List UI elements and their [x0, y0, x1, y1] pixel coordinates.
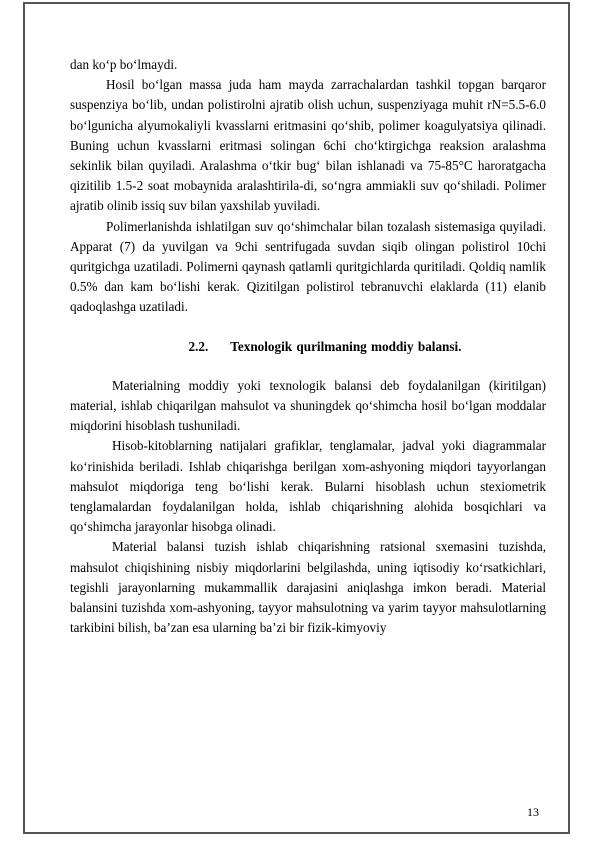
section-title: Texnologik qurilmaning moddiy balansi. [230, 338, 462, 354]
paragraph-washing: Polimerlanishda ishlatilgan suv qo‘shimchalar bilan tozalash sistemasiga quyiladi. Apparat (7) da yuvilgan va 9chi sentrifugada suvdan siqib olingan polistirol 10chi quritgichga uzatiladi. Polimerni qaynash qatlamli quritgichlarda quritiladi. Qoldiq namlik 0.5% dan kam bo‘lishi kerak. Qizitilgan polistirol tebranuvchi elaklarda (11) elanib qadoqlashga uzatiladi. [70, 218, 546, 315]
paragraph-calculations: Hisob-kitoblarning natijalari grafiklar, tenglamalar, jadval yoki diagrammalar ko‘rinishida beriladi. Ishlab chiqarishga berilgan xom-ashyoning miqdori tayyorlangan mahsulot miqdoriga teng bo‘lishi kerak. Bularni hisoblash uchun stexiometrik tenglamalardan foydalanilgan holda, ishlab chiqarishning alohida bosqichlari va qo‘shimcha jarayonlar hisobga olinadi. [70, 438, 546, 535]
page-body [70, 55, 546, 638]
page-number: 13 [527, 805, 539, 819]
section-number: 2.2. [188, 338, 209, 354]
paragraph-suspension: Hosil bo‘lgan massa juda ham mayda zarrachalardan tashkil topgan barqaror suspenziya bo‘lib, undan polistirolni ajratib olish uchun, suspenziyaga muhit rN=5.5-6.0 bo‘lgunicha alyumokaliyli kvasslarni eritmasini qo‘shib, polimer koagulyatsiya qilinadi. Buning uchun kvasslarni eritmasi solingan 6chi cho‘ktirgichga reaksion aralashma sekinlik bilan quyiladi. Aralashma o‘tkir bug‘ bilan ishlanadi va 75-85°C haroratgacha qizitilib 1.5-2 soat mobaynida aralashtirila-di, so‘ngra ammiakli suv qo‘shiladi. Polimer ajratib olinib issiq suv bilan yaxshilab yuviladi. [70, 77, 546, 214]
section-heading [70, 337, 546, 357]
paragraph-continuation: dan ko‘p bo‘lmaydi. [70, 57, 178, 72]
paragraph-definition: Materialning moddiy yoki texnologik balansi deb foydalanilgan (kiritilgan) material, ishlab chiqarilgan mahsulot va shuningdek qo‘shimcha hosil bo‘lgan moddalar miqdorini hisoblash tushuniladi. [70, 377, 546, 434]
paragraph-balance: Material balansi tuzish ishlab chiqarishning ratsional sxemasini tuzishda, mahsulot chiqishining nisbiy miqdorlarini belgilashda, uning iqtisodiy ko‘rsatkichlari, tegishli jarayonlarning mukammallik darajasini aniqlashga imkon beradi. Material balansini tuzishda xom-ashyoning, tayyor mahsulotning va yarim tayyor mahsulotlarning tarkibini bilish, ba’zan esa ularning ba’zi bir fizik-kimyoviy [70, 539, 546, 636]
